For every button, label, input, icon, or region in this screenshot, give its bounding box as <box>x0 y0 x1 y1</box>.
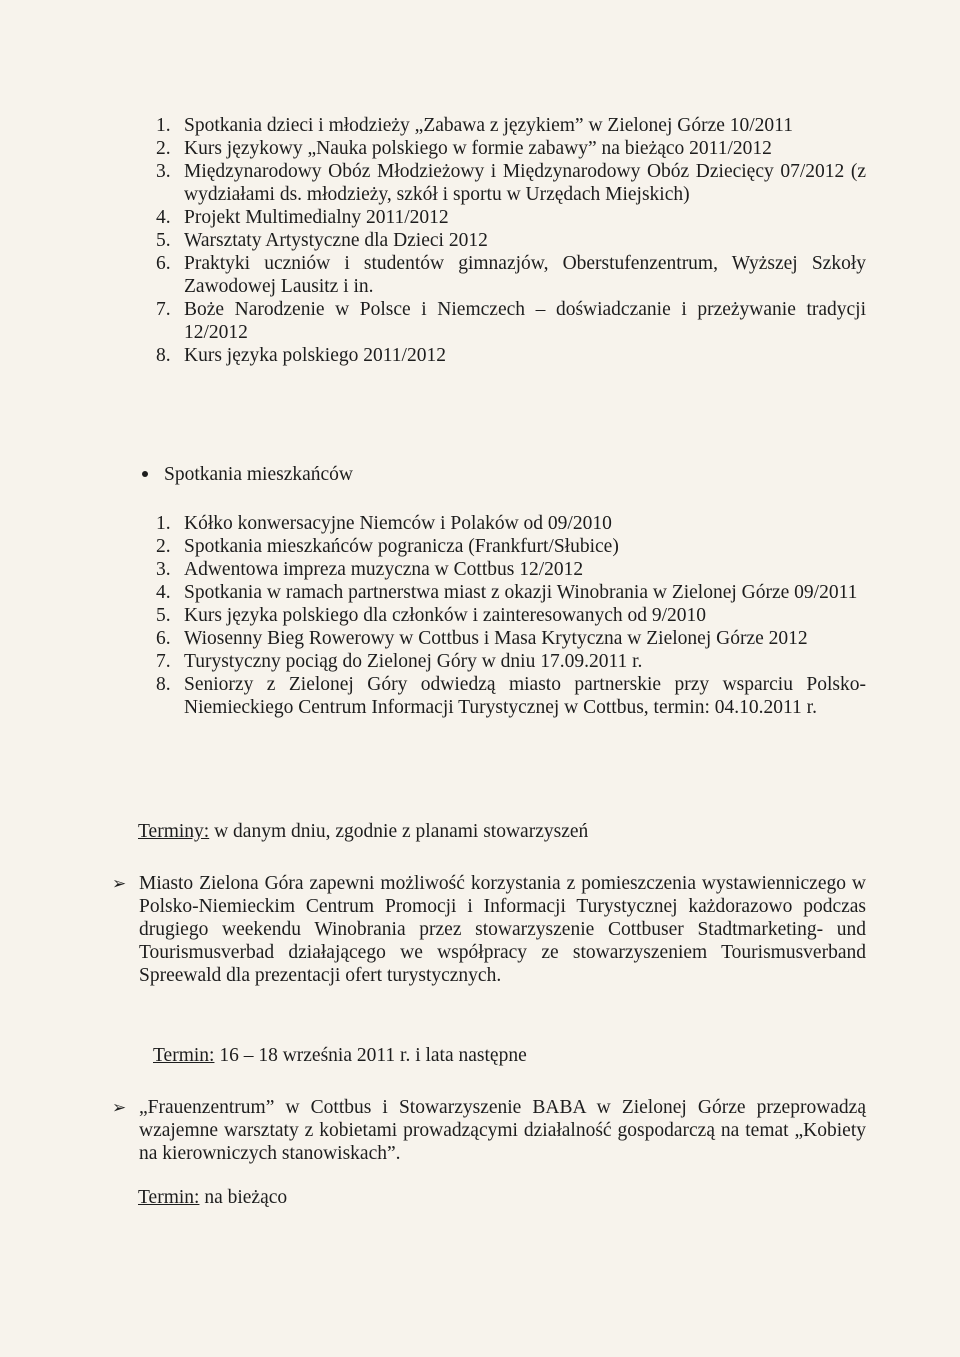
list-item: 5. Warsztaty Artystyczne dla Dzieci 2012 <box>156 230 488 251</box>
list-item: 8. Kurs języka polskiego 2011/2012 <box>156 345 446 366</box>
list-item: 3. Międzynarodowy Obóz Młodzieżowy i Międzynarodowy Obóz Dziecięcy 07/2012 (z wydziałami ds. młodzieży, szkół i sportu w Urzędach Miejskich) <box>156 161 866 205</box>
termin-text: 16 – 18 września 2011 r. i lata następne <box>214 1045 527 1066</box>
terminy-text: w danym dniu, zgodnie z planami stowarzyszeń <box>209 821 589 842</box>
list-item: 8. Seniorzy z Zielonej Góry odwiedzą miasto partnerskie przy wsparciu Polsko-Niemieckiego Centrum Informacji Turystycznej w Cottbus, termin: 04.10.2011 r. <box>156 674 866 718</box>
arrow-bullet-icon: ➢ <box>112 874 127 893</box>
terminy-line <box>138 820 588 843</box>
termin-line <box>138 1186 287 1209</box>
list-item: 6. Praktyki uczniów i studentów gimnazjów, Oberstufenzentrum, Wyższej Szkoły Zawodowej Lausitz i in. <box>156 253 866 297</box>
terminy-label: Terminy: <box>138 821 210 842</box>
list-item: 2. Spotkania mieszkańców pogranicza (Frankfurt/Słubice) <box>156 536 619 557</box>
termin-label: Termin: <box>138 1187 200 1208</box>
list-item: 1. Spotkania dzieci i młodzieży „Zabawa z językiem” w Zielonej Górze 10/2011 <box>156 115 793 136</box>
list-item: 3. Adwentowa impreza muzyczna w Cottbus 12/2012 <box>156 559 584 580</box>
arrow-bullet-icon: ➢ <box>112 1098 127 1117</box>
list-item: 1. Kółko konwersacyjne Niemców i Polaków od 09/2010 <box>156 513 612 534</box>
list-item: 5. Kurs języka polskiego dla członków i zainteresowanych od 9/2010 <box>156 605 707 626</box>
list-item: 2. Kurs językowy „Nauka polskiego w formie zabawy” na bieżąco 2011/2012 <box>156 138 772 159</box>
paragraph-text: Miasto Zielona Góra zapewni możliwość korzystania z pomieszczenia wystawienniczego w Polsko-Niemieckim Centrum Promocji i Informacji Turystycznej każdorazowo podczas drugiego weekendu Winobrania przez stowarzyszenie Cottbuser Stadtmarketing- und Tourismusverbad działającego we współpracy ze stowarzyszeniem Tourismusverband Spreewald dla prezentacji ofert turystycznych. <box>139 873 866 986</box>
termin-text: na bieżąco <box>199 1187 288 1208</box>
activities-list <box>150 114 866 367</box>
list-item: 7. Boże Narodzenie w Polsce i Niemczech – doświadczanie i przeżywanie tradycji 12/2012 <box>156 299 866 343</box>
list-item: 7. Turystyczny pociąg do Zielonej Góry w dniu 17.09.2011 r. <box>156 651 643 672</box>
residents-meetings-list <box>150 512 866 719</box>
list-item: 4. Spotkania w ramach partnerstwa miast z okazji Winobrania w Zielonej Górze 09/2011 <box>156 582 858 603</box>
section-heading: Spotkania mieszkańców <box>142 463 353 486</box>
paragraph-workshops <box>112 1096 866 1165</box>
list-item: 4. Projekt Multimedialny 2011/2012 <box>156 207 449 228</box>
bullet-icon <box>142 471 148 477</box>
paragraph-exhibition <box>112 872 866 987</box>
paragraph-text: „Frauenzentrum” w Cottbus i Stowarzyszenie BABA w Zielonej Górze przeprowadzą wzajemne warsztaty z kobietami prowadzącymi działalność gospodarczą na temat „Kobiety na kierowniczych stanowiskach”. <box>139 1097 866 1164</box>
list-item: 6. Wiosenny Bieg Rowerowy w Cottbus i Masa Krytyczna w Zielonej Górze 2012 <box>156 628 808 649</box>
termin-label: Termin: <box>153 1045 215 1066</box>
termin-line <box>153 1044 527 1067</box>
